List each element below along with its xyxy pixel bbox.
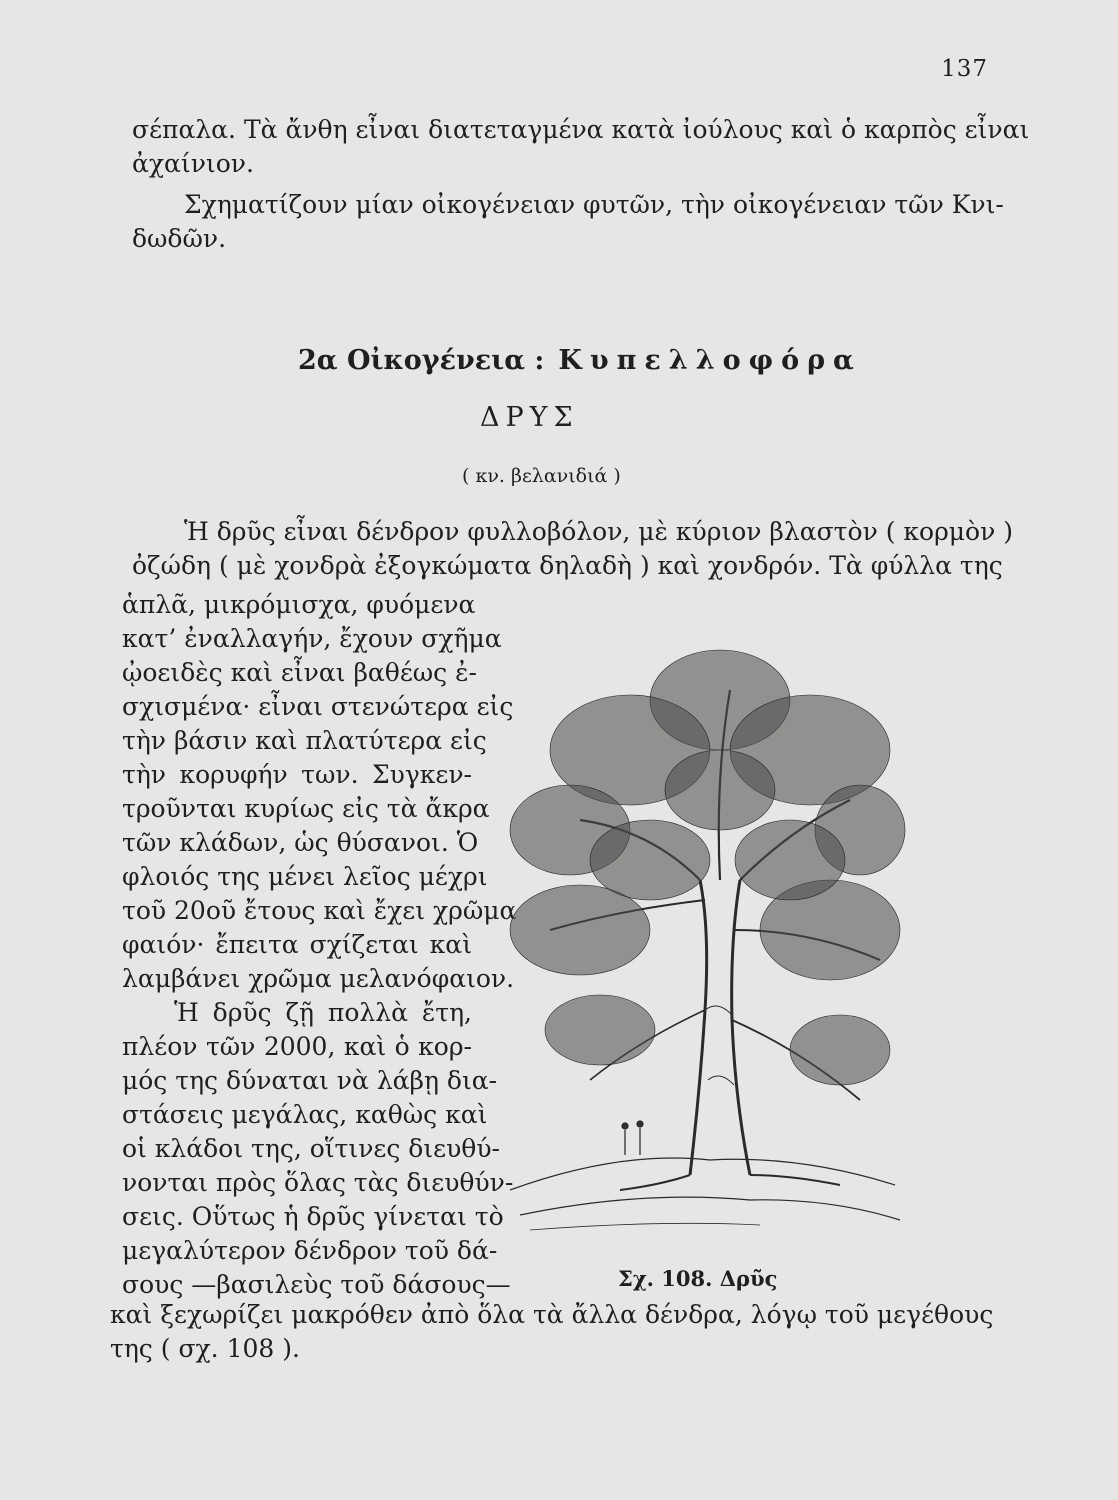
text-line: σχισμένα· εἶναι στενώτερα εἰς	[122, 692, 514, 721]
text-line: πλέον τῶν 2000, καὶ ὁ κορ-	[122, 1032, 472, 1061]
oak-tree-drawing	[500, 630, 910, 1250]
text-line: τροῦνται κυρίως εἰς τὰ ἄκρα	[122, 794, 490, 823]
text-line: δωδῶν.	[132, 224, 227, 253]
text-line: λαμβάνει χρῶμα μελανόφαιον.	[122, 964, 515, 993]
text-line: ἁπλᾶ, μικρόμισχα, φυόμενα	[122, 590, 476, 619]
text-line: νονται πρὸς ὅλας τὰς διευθύν-	[122, 1168, 514, 1197]
text-line: ὀζώδη ( μὲ χονδρὰ ἐξογκώματα δηλαδὴ ) καὶ χονδρόν. Τὰ φύλλα της	[132, 551, 1003, 580]
text-line: Ἡ δρῦς εἶναι δένδρον φυλλοβόλον, μὲ κύριον βλαστὸν ( κορμὸν )	[184, 517, 1013, 546]
text-line: Σχηματίζουν μίαν οἰκογένειαν φυτῶν, τὴν οἰκογένειαν τῶν Κνι-	[184, 190, 1004, 219]
text-line: τὴν βάσιν καὶ πλατύτερα εἰς	[122, 726, 487, 755]
oak-tree-illustration	[500, 630, 910, 1250]
text-line: ᾠοειδὲς καὶ εἶναι βαθέως ἐ-	[122, 658, 477, 687]
text-line: μός της δύναται νὰ λάβῃ δια-	[122, 1066, 498, 1095]
page-number: 137	[941, 56, 988, 82]
text-line: ἀχαίνιον.	[132, 149, 254, 178]
heading-family-name: Κυπελλοφόρα	[558, 345, 862, 376]
text-line: σέπαλα. Τὰ ἄνθη εἶναι διατεταγμένα κατὰ ἰούλους καὶ ὁ καρπὸς εἶναι	[132, 115, 1030, 144]
common-name: ( κν. βελανιδιά )	[462, 465, 621, 487]
text-line: τοῦ 20οῦ ἔτους καὶ ἔχει χρῶμα	[122, 896, 517, 925]
paragraph-oak-description	[122, 588, 517, 1302]
heading-prefix: 2α Οἰκογένεια :	[298, 345, 545, 376]
text-line: μεγαλύτερον δένδρον τοῦ δά-	[122, 1236, 498, 1265]
figure-caption: Σχ. 108. Δρῦς	[618, 1266, 778, 1291]
species-title: ΔΡΥΣ	[480, 402, 579, 433]
text-line: σεις. Οὕτως ἡ δρῦς γίνεται τὸ	[122, 1202, 504, 1231]
text-line: κατ’ ἐναλλαγήν, ἔχουν σχῆμα	[122, 624, 502, 653]
text-line: της ( σχ. 108 ).	[110, 1334, 300, 1363]
text-line: φαιόν· ἔπειτα σχίζεται καὶ	[122, 930, 472, 959]
text-line: καὶ ξεχωρίζει μακρόθεν ἀπὸ ὅλα τὰ ἄλλα δένδρα, λόγῳ τοῦ μεγέθους	[110, 1300, 994, 1329]
text-line: στάσεις μεγάλας, καθὼς καὶ	[122, 1100, 488, 1129]
text-line: φλοιός της μένει λεῖος μέχρι	[122, 862, 488, 891]
paragraph-conclusion	[110, 1298, 994, 1366]
text-line: τὴν κορυφήν των. Συγκεν-	[122, 760, 472, 789]
text-line: Ἡ δρῦς ζῇ πολλὰ ἔτη,	[174, 998, 472, 1027]
text-line: σους —βασιλεὺς τοῦ δάσους—	[122, 1270, 511, 1299]
section-heading	[298, 345, 862, 376]
paragraph-sepals	[132, 113, 1030, 181]
text-line: τῶν κλάδων, ὡς θύσανοι. Ὁ	[122, 828, 479, 857]
paragraph-oak-intro	[132, 515, 1013, 583]
paragraph-family	[132, 188, 1004, 256]
text-line: οἱ κλάδοι της, οἵτινες διευθύ-	[122, 1134, 500, 1163]
